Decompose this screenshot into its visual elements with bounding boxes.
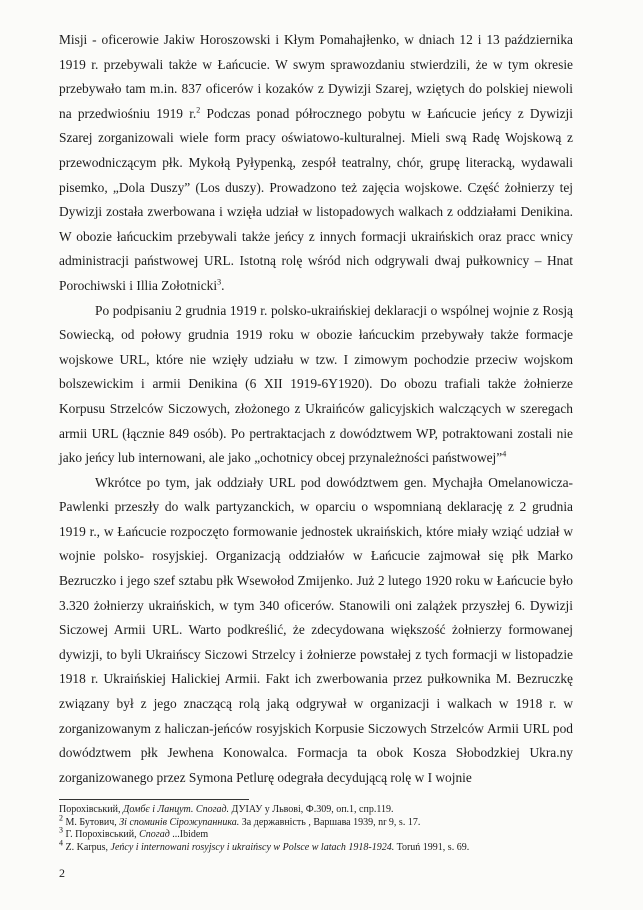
- footnote-ref: 3: [217, 277, 222, 287]
- italic-title: Спогад: [139, 829, 170, 841]
- paragraph: [59, 299, 573, 471]
- text-run: Misji - oficerowie Jakiw Horoszowski i Kłym Pomahajłenko, w dniach 12 i 13 października 1919 r. przebywali także w Łańcucie. W swym sprawozdaniu stwierdzili, że w tym okresie przebywało tam m.in. 837 oficerów i kozaków z Dywizji Szarej, wziętych do polskiej niewoli na przedwiośniu 1919 r.: [59, 32, 573, 121]
- text-run: Z. Karpus,: [63, 841, 111, 853]
- italic-title: Jeńcy i internowani rosyjscy i ukraińscy w Polsce w latach 1918-1924.: [110, 841, 395, 853]
- italic-title: Зі споминів Сірожупанника.: [119, 816, 240, 828]
- text-run: Г. Порохівський,: [63, 829, 140, 841]
- footnote-ref: 4: [59, 838, 63, 848]
- text-run: ...Ibidem: [169, 829, 209, 841]
- text-run: Toruń 1991, s. 69.: [394, 841, 470, 853]
- footnote-ref: 3: [59, 825, 63, 835]
- footnote: [59, 838, 579, 855]
- text-run: Порохівський,: [59, 804, 123, 815]
- text-run: Wkrótce po tym, jak oddziały URL pod dowództwem gen. Mychajła Omelanowicza-Pawlenki przeszły do walk partyzanckich, w oparciu o wspomnianą deklarację z 2 grudnia 1919 r., w Łańcucie rozpoczęto formowanie jednostek ukraińskich, które miały wziąć udział w wojnie polsko- rosyjskiej. Organizacją oddziałów w Łańcucie zajmował się płk Marko Bezruczko i jego szef sztabu płk Wsewołod Zmijenko. Już 2 lutego 1920 roku w Łańcucie było 3.320 żołnierzy ukraińskich, w tym 340 oficerów. Stanowili oni zalążek przyszłej 6. Dywizji Siczowej Armii URL. Warto podkreślić, że zdecydowana większość żołnierzy formowanej dywizji, to byli Ukraińscy Siczowi Strzelcy i żołnierze powstałej z tych formacji w listopadzie 1918 r. Ukraińskiej Halickiej Armii. Fakt ich zwerbowania przez pułkownika M. Bezruczkę związany był z jego znaczącą rolą jaką odgrywał w organizacji i walkach w 1918 r. w zorganizowanym z haliczan-jeńców rosyjskich Korpusie Siczowych Strzelców Armii URL pod dowództwem płk Jewhena Konowalca. Formacja ta obok Kosza Słobodzkiej Ukra.ny zorganizowanego przez Symona Petlurę odegrała decydującą rolę w I wojnie: [59, 474, 573, 785]
- footnote-ref: 4: [502, 449, 507, 459]
- page-number: 2: [59, 866, 65, 880]
- paragraph: [59, 28, 573, 299]
- text-run: Podczas ponad półrocznego pobytu w Łańcucie jeńcy z Dywizji Szarej zorganizowali wiele form pracy oświatowo-kulturalnej. Mieli swą Radę Wojskową z przewodniczącym płk. Mykołą Pyłypenką, zespół teatralny, chór, grupę literacką, wydawali pisemko, „Dola Duszy” (Los duszy). Prowadzono też zajęcia wojskowe. Część żołnierzy tej Dywizji została zwerbowana i wzięła udział w listopadowych walkach z oddziałami Denikina. W obozie łańcuckim przebywali także jeńcy z innych formacji ukraińskich oraz pracc wnicy administracji państwowej URL. Istotną rolę wśród nich odgrywali dwaj pułkownicy – Hnat Porochiwski i Illia Zołotnicki: [59, 105, 573, 293]
- footnote: [59, 825, 579, 842]
- paragraph: [59, 471, 573, 791]
- text-run: Po podpisaniu 2 grudnia 1919 r. polsko-ukraińskiej deklaracji o wspólnej wojnie z Rosją Sowiecką, od połowy grudnia 1919 roku w obozie łańcuckim przebywały także formacje wojskowe URL, które nie wzięły udziału w tzw. I zimowym pochodzie przeciw wojskom bolszewickim i armii Denikina (6 XII 1919-6Y1920). Do obozu trafiali także żołnierze Korpusu Strzelców Siczowych, złożonego z Ukraińców galicyjskich walczących w szeregach armii URL (łącznie 849 osób). Po pertraktacjach z dowództwem WP, potraktowani zostali nie jako jeńcy lub internowani, ale jako „ochotnicy obcej przynależności państwowej”: [59, 302, 573, 466]
- italic-title: Домбє і Ланцут. Спогад.: [122, 804, 230, 815]
- footnotes: [59, 804, 579, 854]
- text-run: ДУІАУ у Львові, Ф.309, оп.1, спр.119.: [229, 804, 394, 815]
- text-run: М. Бутович,: [63, 816, 120, 828]
- footnote-separator: [59, 799, 249, 800]
- footnote: [59, 804, 579, 817]
- footnote-ref: 2: [59, 813, 63, 823]
- footnote-ref: 2: [196, 105, 201, 115]
- main-text: [59, 28, 573, 790]
- footnote: [59, 813, 579, 830]
- text-run: За державність , Варшава 1939, nr 9, s. 17.: [239, 816, 421, 828]
- text-run: .: [221, 277, 225, 293]
